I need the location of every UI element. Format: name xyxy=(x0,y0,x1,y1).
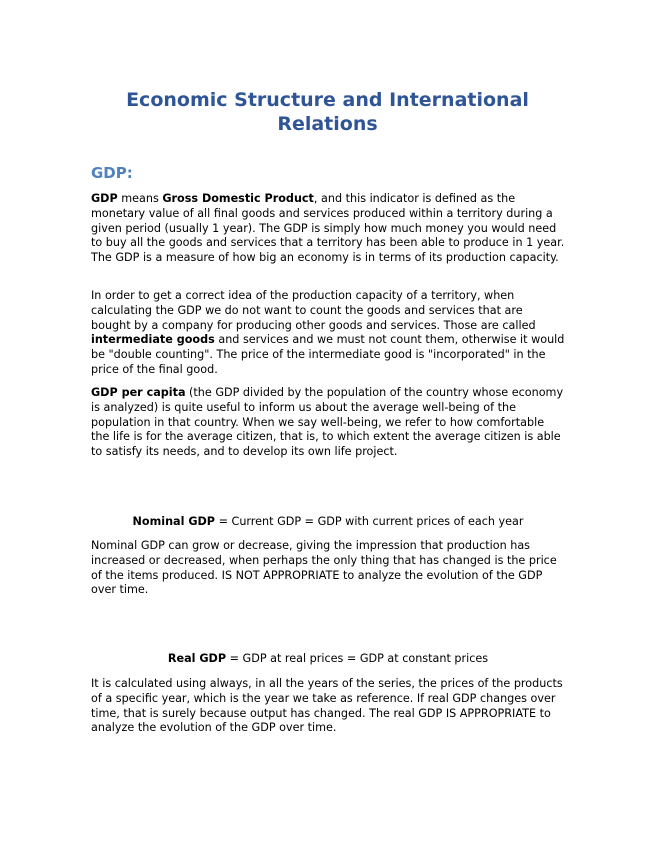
paragraph-text: (the GDP divided by the population of the country whose economy is analyzed) is quite useful to inform us about the average well-being of the population in that country. When we say well-being, we refer to how comfortable the life is for the average citizen, that is, to which extent the average citizen is able to satisfy its needs, and to develop its own life project. xyxy=(91,386,564,459)
paragraph-gdp-definition xyxy=(91,192,565,266)
section-heading-gdp: GDP: xyxy=(91,164,133,182)
paragraph-text: means xyxy=(117,192,163,205)
definition-text: = Current GDP = GDP with current prices of each year xyxy=(215,515,524,528)
term-real-gdp: Real GDP xyxy=(167,652,227,665)
real-gdp-definition xyxy=(91,652,565,667)
term-intermediate-goods: intermediate goods xyxy=(91,333,215,347)
term-nominal-gdp: Nominal GDP xyxy=(132,515,216,528)
definition-text: = GDP at real prices = GDP at constant prices xyxy=(226,652,489,665)
paragraph-nominal-gdp: Nominal GDP can grow or decrease, giving the impression that production has increased or decreased, when perhaps the only thing that has changed is the price of the items produced. IS NOT APPROPRIATE to analyze the evolution of the GDP over time. xyxy=(91,539,557,597)
term-gdp: GDP xyxy=(91,192,118,205)
paragraph-text: In order to get a correct idea of the production capacity of a territory, when calculating the GDP we do not want to count the goods and services that are bought by a company for producing other goods and services. Those are called xyxy=(91,289,536,332)
term-gdp-per-capita: GDP per capita xyxy=(91,386,186,399)
paragraph-intermediate-goods xyxy=(91,289,565,378)
paragraph-text: , and this indicator is defined as the monetary value of all final goods and services produced within a territory during a given period (usually 1 year). The GDP is simply how much money you would need to buy all the goods and services that a territory has been able to produce in 1 year. The GDP is a measure of how big an economy is in terms of its production capacity. xyxy=(91,192,565,265)
nominal-gdp-definition xyxy=(91,515,565,530)
term-gross-domestic-product: Gross Domestic Product xyxy=(162,192,314,205)
paragraph-real-gdp: It is calculated using always, in all the years of the series, the prices of the products of a specific year, which is the year we take as reference. If real GDP changes over time, that is surely because output has changed. The real GDP IS APPROPRIATE to analyze the evolution of the GDP over time. xyxy=(91,677,563,735)
paragraph-text: and services and we must not count them, otherwise it would be "double counting". The price of the intermediate good is "incorporated" in the price of the final good. xyxy=(91,333,565,376)
paragraph-gdp-per-capita xyxy=(91,386,565,460)
document-title: Economic Structure and International Relations xyxy=(126,89,529,135)
